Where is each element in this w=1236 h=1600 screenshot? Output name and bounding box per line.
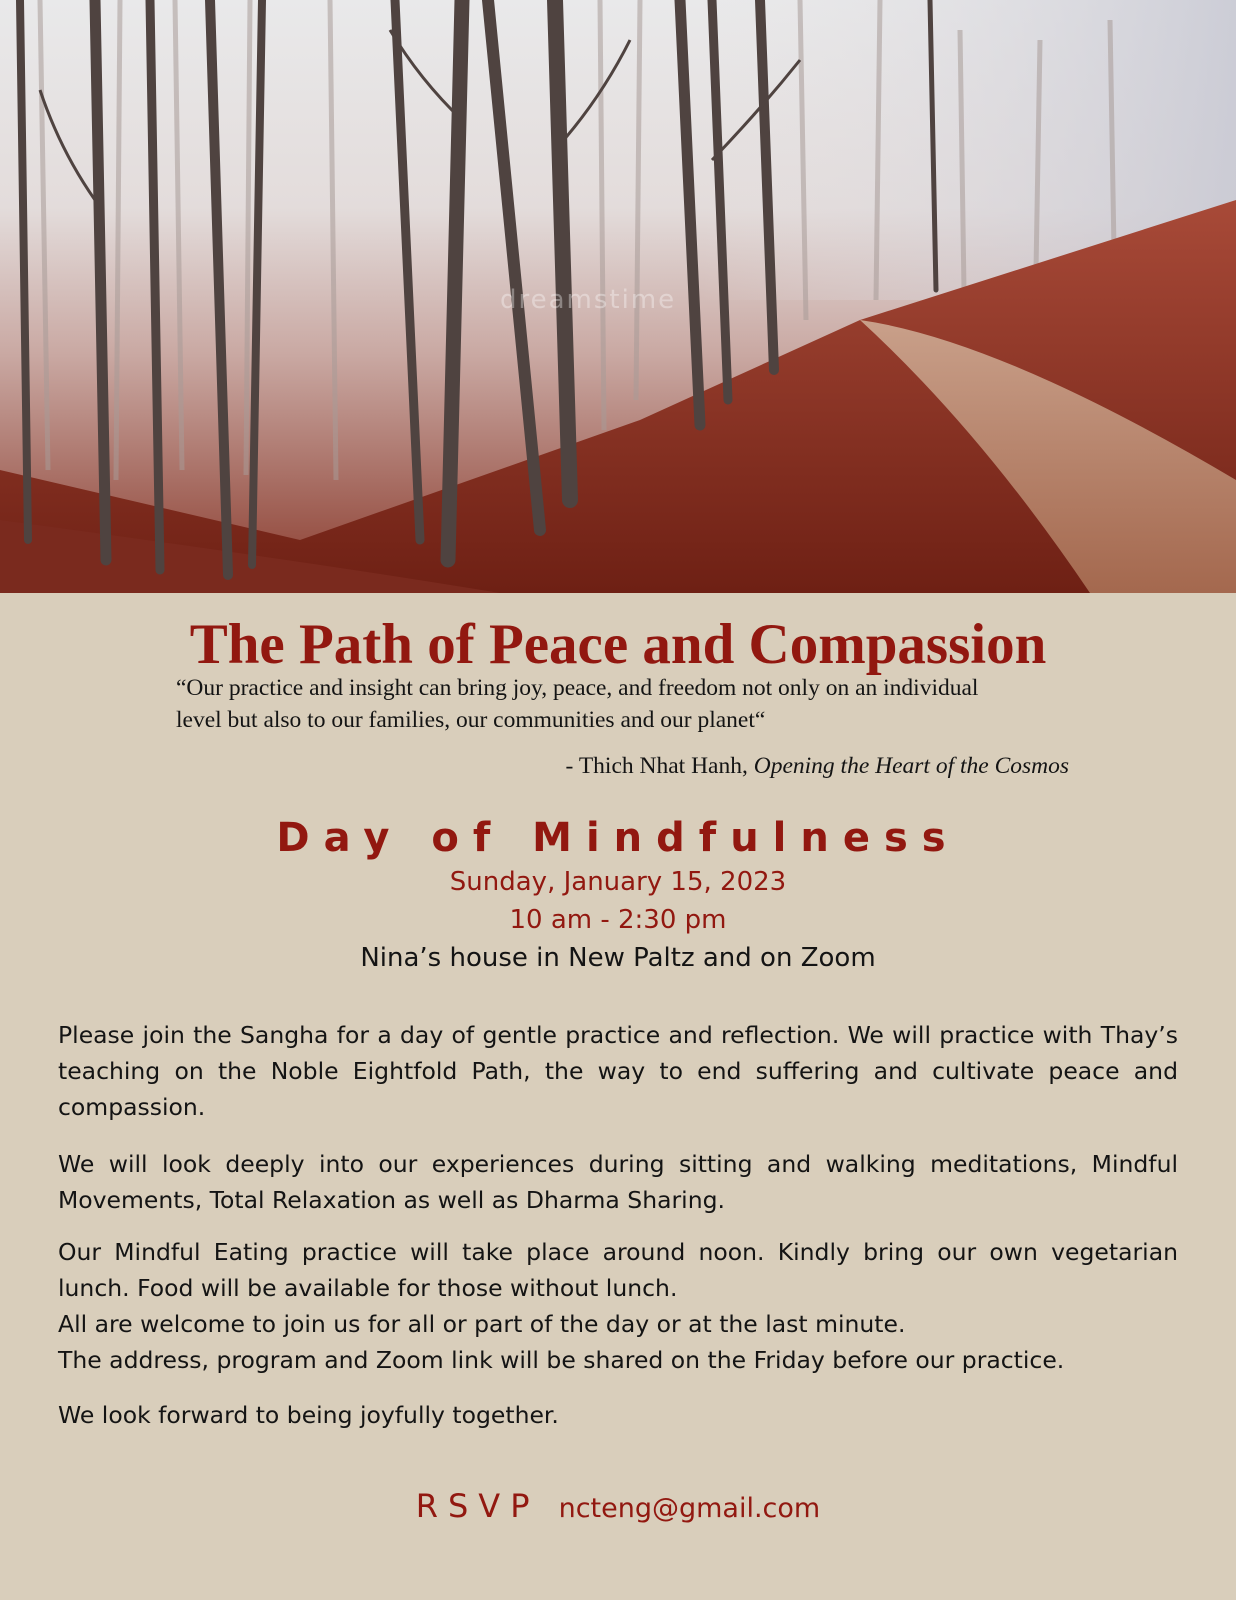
rsvp-email-link[interactable]: ncteng@gmail.com <box>558 1493 821 1524</box>
body-paragraph-6: We look forward to being joyfully together. <box>58 1401 559 1429</box>
quote-line-1: “Our practice and insight can bring joy, peace, and freedom not only on an individual <box>176 675 979 701</box>
body-paragraph-1: Please join the Sangha for a day of gentle practice and reflection. We will practice with Thay’s teaching on the Noble Eightfold Path, the way to end suffering and cultivate peace and compassion. <box>58 1021 1178 1121</box>
event-date: Sunday, January 15, 2023 <box>449 867 787 897</box>
attribution-author: - Thich Nhat Hanh, <box>565 753 754 779</box>
page-title: The Path of Peace and Compassion <box>189 613 1047 676</box>
quote <box>176 672 1116 736</box>
quote-attribution <box>0 750 1069 782</box>
rsvp <box>0 1486 1236 1532</box>
watermark-text: dreamstime <box>500 285 677 315</box>
attribution-work: Opening the Heart of the Cosmos <box>753 753 1069 779</box>
body-paragraph-4: All are welcome to join us for all or part of the day or at the last minute. <box>58 1310 906 1338</box>
event-title: Day of Mindfulness <box>276 815 960 861</box>
body-paragraph-3: Our Mindful Eating practice will take place around noon. Kindly bring our own vegetarian lunch. Food will be available for those without lunch. <box>58 1238 1178 1302</box>
quote-line-2: level but also to our families, our communities and our planet“ <box>176 707 766 733</box>
event-location: Nina’s house in New Paltz and on Zoom <box>360 943 876 973</box>
body-paragraph-5: The address, program and Zoom link will be shared on the Friday before our practice. <box>58 1346 1065 1374</box>
hero-forest-image <box>0 0 1236 593</box>
event-time: 10 am - 2:30 pm <box>509 905 727 935</box>
rsvp-label: RSVP <box>415 1487 540 1525</box>
body-paragraph-2: We will look deeply into our experiences during sitting and walking meditations, Mindful Movements, Total Relaxation as well as Dharma Sharing. <box>58 1150 1178 1214</box>
